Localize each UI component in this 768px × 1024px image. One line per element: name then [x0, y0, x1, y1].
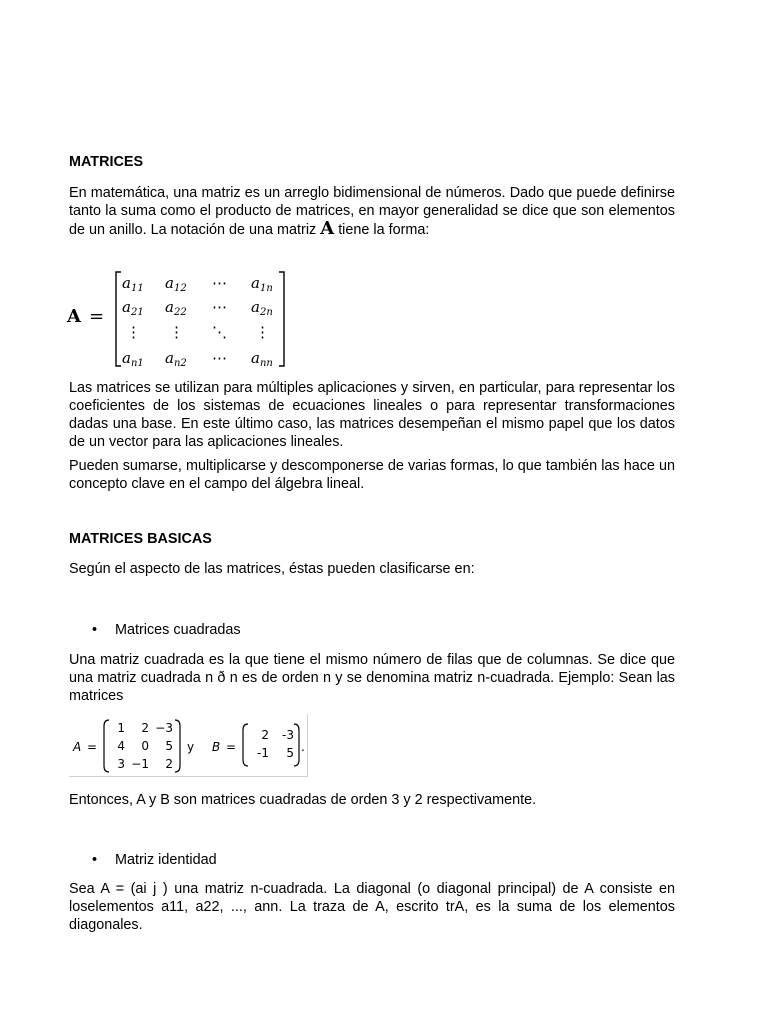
- heading-matrices-basicas: MATRICES BASICAS: [69, 531, 212, 547]
- example-conjunction: y: [187, 740, 195, 754]
- matrix-cell: ⋯: [212, 274, 227, 292]
- paragraph-intro: [69, 184, 675, 239]
- example-a-cell: 1: [117, 721, 125, 735]
- matrix-cell: $a_{22}$: [165, 298, 187, 318]
- matrix-name: A: [67, 306, 81, 327]
- paragraph-cuadradas: Una matriz cuadrada es la que tiene el mismo número de filas que de columnas. Se dice que una matriz cuadrada n ð n es de orden n y se denomina matriz n-cuadrada. Ejemplo: Sean las matrices: [69, 652, 675, 704]
- intro-symbol: A: [320, 218, 335, 239]
- intro-tail: tiene la forma:: [338, 222, 430, 238]
- example-trailing-dot: .: [301, 740, 305, 754]
- paragraph-classification: Según el aspecto de las matrices, éstas pueden clasificarse en:: [69, 561, 475, 577]
- example-a-cell: 3: [117, 757, 125, 771]
- paragraph-uses: Las matrices se utilizan para múltiples aplicaciones y sirven, en particular, para representar los coeficientes de los sistemas de ecuaciones lineales o para representar transformaciones dadas una base. En este último caso, las matrices desempeñan el mismo papel que los datos de un vector para las aplicaciones lineales.: [69, 380, 675, 450]
- paragraph-algebra: Pueden sumarse, multiplicarse y descomponerse de varias formas, lo que también las hace un concepto clave en el campo del álgebra lineal.: [69, 458, 675, 492]
- matrix-cell: $a_{21}$: [122, 298, 144, 318]
- example-b-cell: -3: [282, 728, 294, 742]
- matrix-cell: $a_{nn}$: [251, 349, 273, 369]
- bullet-title-cuadradas: Matrices cuadradas: [115, 622, 241, 638]
- matrix-cell: ⋮: [169, 323, 184, 341]
- matrix-cell: $a_{2n}$: [251, 298, 273, 318]
- matrix-cell: $a_{11}$: [122, 274, 144, 294]
- matrix-equation-label: [67, 308, 104, 327]
- matrix-cell: $a_{n2}$: [165, 349, 187, 369]
- paragraph-cuadradas-conclusion: Entonces, A y B son matrices cuadradas de orden 3 y 2 respectivamente.: [69, 792, 537, 808]
- bullet-identidad: •: [92, 852, 98, 868]
- example-a-cell: 0: [141, 739, 149, 753]
- example-b-cell: -1: [257, 746, 269, 760]
- heading-matrices: MATRICES: [69, 154, 144, 170]
- example-a-cell: −3: [155, 721, 173, 735]
- example-a-cell: 2: [141, 721, 149, 735]
- bullet-cuadradas: •: [92, 622, 98, 638]
- matrix-cell: ⋮: [126, 323, 141, 341]
- example-b-cell: 5: [286, 746, 294, 760]
- bullet-title-identidad: Matriz identidad: [115, 852, 217, 868]
- matrix-cell: $a_{n1}$: [122, 349, 144, 369]
- matrix-cell: ⋱: [212, 323, 227, 341]
- example-a-equals: =: [87, 740, 98, 754]
- matrix-cell: $a_{12}$: [165, 274, 187, 294]
- example-a-cell: 4: [117, 739, 125, 753]
- matrix-cell: ⋯: [212, 298, 227, 316]
- example-matrices-figure: [69, 714, 308, 777]
- example-b-equals: =: [226, 740, 237, 754]
- matrix-cell: ⋯: [212, 349, 227, 367]
- matrix-equals: =: [88, 306, 105, 327]
- example-a-cell: −1: [131, 757, 149, 771]
- intro-text: En matemática, una matriz es un arreglo bidimensional de números. Dado que puede definirse tanto la suma como el producto de matrices, en mayor generalidad se dice que son elementos de un anillo. La notación de una matriz: [69, 185, 675, 238]
- matrix-cell: ⋮: [255, 323, 270, 341]
- example-a-cell: 5: [165, 739, 173, 753]
- example-b-cell: 2: [261, 728, 269, 742]
- example-a-label: A: [73, 740, 82, 754]
- example-a-cell: 2: [165, 757, 173, 771]
- paragraph-identidad: Sea A = (ai j ) una matriz n-cuadrada. La diagonal (o diagonal principal) de A consiste en loselementos a11, a22, ..., ann. La traza de A, escrito trA, es la suma de los elementos diagonales.: [69, 881, 675, 933]
- matrix-cell: $a_{1n}$: [251, 274, 273, 294]
- example-b-label: B: [212, 740, 221, 754]
